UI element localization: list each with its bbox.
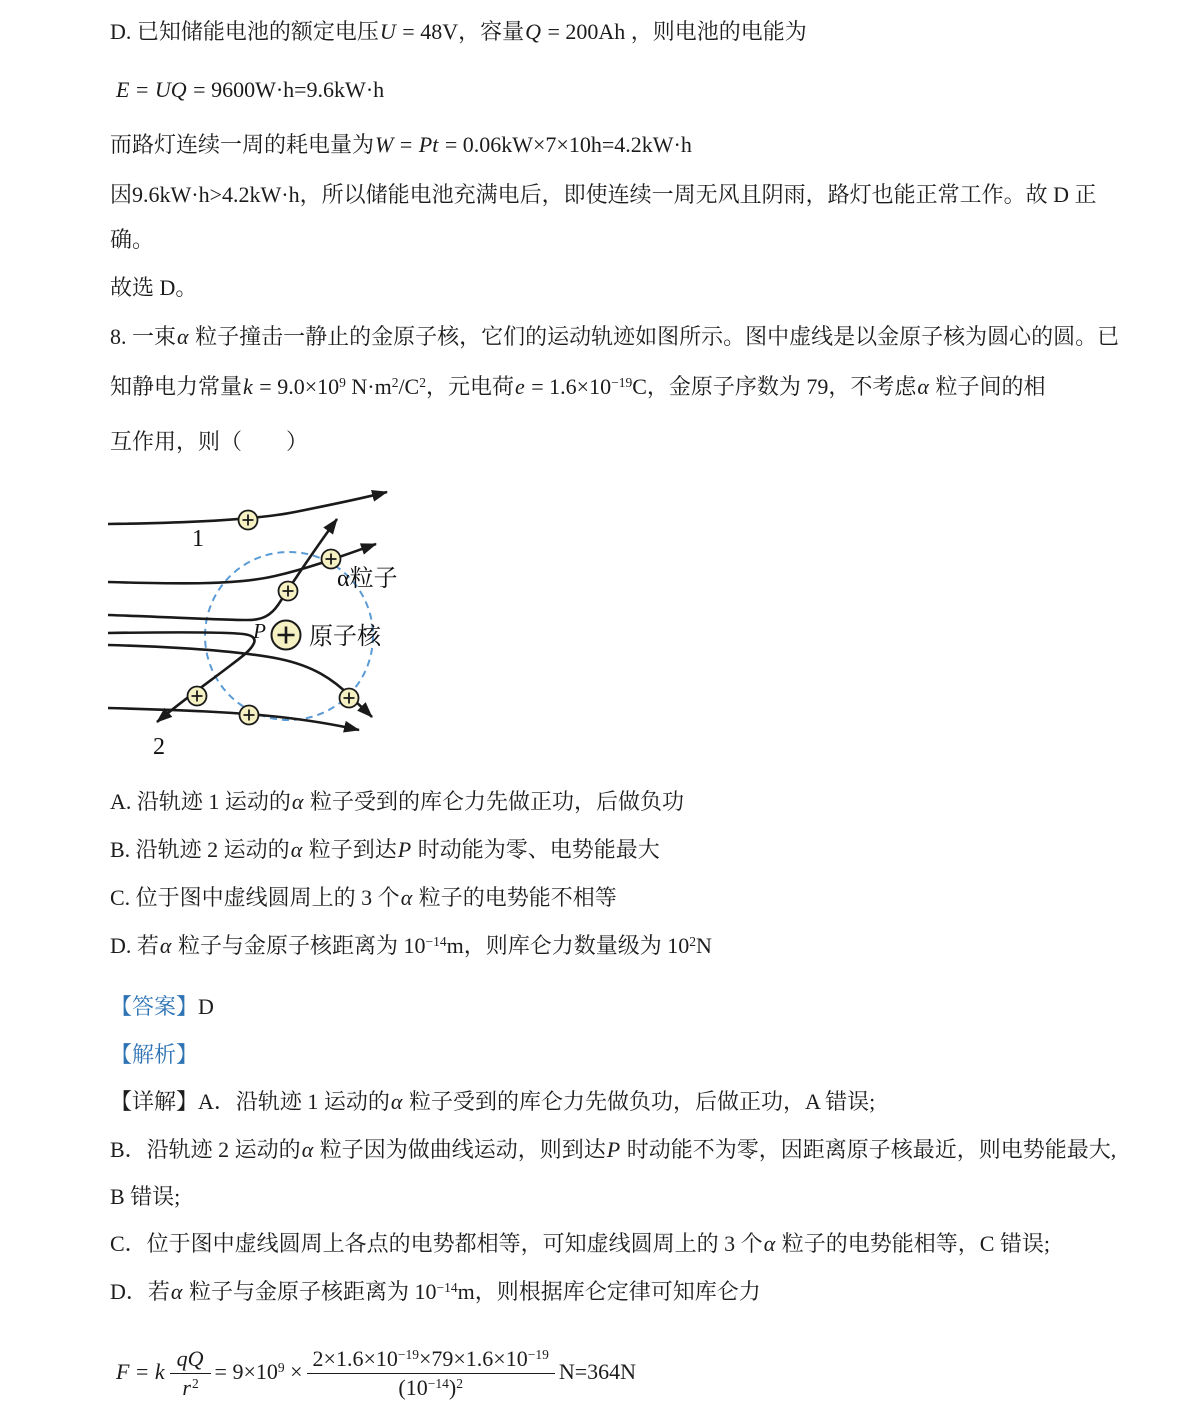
- text-segment: α: [400, 885, 413, 910]
- text-segment: ×: [284, 1358, 303, 1384]
- detail-d: [110, 1278, 761, 1307]
- text-segment: ，元电荷: [425, 374, 514, 399]
- text-segment: F: [116, 1358, 130, 1384]
- formula-f: [115, 1345, 636, 1403]
- text-segment: −19: [611, 375, 633, 390]
- fraction: [170, 1345, 211, 1403]
- text-segment: =: [130, 77, 154, 102]
- text-segment: B. 沿轨迹 2 运动的: [110, 837, 290, 862]
- text-segment: 知静电力常量: [110, 374, 243, 399]
- text-segment: α: [390, 1089, 403, 1114]
- text-segment: 粒子受到的库仑力先做正功，后做负功: [304, 789, 684, 814]
- text-segment: C，金原子序数为 79，不考虑: [632, 374, 917, 399]
- text-segment: P: [397, 837, 412, 862]
- text-segment: U: [379, 19, 396, 44]
- text-segment: 9: [277, 1359, 285, 1375]
- text-segment: Q: [525, 19, 541, 44]
- text-segment: α: [290, 837, 303, 862]
- text-segment: 2: [456, 1376, 463, 1392]
- alpha-particle-marker: [239, 511, 258, 530]
- ans-d-choice: [110, 274, 197, 303]
- text-segment: α: [763, 1231, 776, 1256]
- text-segment: −19: [397, 1347, 419, 1362]
- text-segment: 2: [419, 375, 426, 390]
- text-segment: D．若: [110, 1279, 170, 1304]
- text-segment: m，则库仑力数量级为 10: [446, 933, 690, 958]
- text-segment: α: [917, 374, 929, 399]
- trajectory-1-label: 1: [192, 526, 204, 552]
- text-segment: 粒子间的相: [929, 374, 1046, 399]
- text-segment: = 9600W·h=9.6kW·h: [187, 77, 385, 102]
- text-segment: 而路灯连续一周的耗电量为: [110, 132, 375, 157]
- trajectory-2-label: 2: [153, 734, 165, 760]
- ans-d-line4: [110, 226, 154, 255]
- text-segment: B．沿轨迹 2 运动的: [110, 1137, 301, 1162]
- formula-e: [115, 76, 384, 105]
- nucleus-symbol: [272, 621, 301, 650]
- text-segment: α: [291, 789, 304, 814]
- text-segment: 粒子受到的库仑力先做负功，后做正功，A 错误;: [403, 1089, 876, 1114]
- text-segment: −14: [436, 1280, 458, 1295]
- option-b: [110, 836, 660, 865]
- text-segment: =: [394, 132, 418, 157]
- text-segment: P: [606, 1137, 621, 1162]
- text-segment: 确。: [110, 227, 155, 252]
- text-segment: = 9×10: [214, 1358, 278, 1384]
- text-segment: Pt: [418, 132, 439, 157]
- text-segment: /C: [398, 374, 420, 399]
- ans-d-line1: [110, 18, 807, 47]
- text-segment: −14: [427, 1376, 449, 1392]
- text-segment: C．位于图中虚线圆周上各点的电势都相等，可知虚线圆周上的 3 个: [110, 1231, 763, 1256]
- text-segment: ): [448, 1375, 457, 1401]
- jiexi-line: [110, 1041, 198, 1070]
- text-segment: −14: [425, 934, 447, 949]
- answer-line: [110, 993, 214, 1022]
- text-segment: 粒子撞击一静止的金原子核，它们的运动轨迹如图所示。图中虚线是以金原子核为圆心的圆。已: [189, 324, 1120, 349]
- trajectory-lower-mid-path: [108, 645, 372, 717]
- text-segment: N=364N: [558, 1358, 637, 1384]
- text-segment: 【答案】: [110, 994, 199, 1019]
- text-segment: 粒子到达: [303, 837, 397, 862]
- nucleus-label: 原子核: [309, 624, 381, 650]
- text-segment: C. 位于图中虚线圆周上的 3 个: [110, 885, 400, 910]
- alpha-particle-markers: [188, 511, 359, 725]
- text-segment: 粒子的电势能不相等: [413, 885, 617, 910]
- q8-line1: [110, 323, 1119, 352]
- alpha-particle-marker: [240, 706, 259, 725]
- text-segment: e: [515, 374, 525, 399]
- text-segment: = 9.0×10: [253, 374, 340, 399]
- text-segment: UQ: [154, 77, 187, 102]
- text-segment: N·m: [345, 374, 392, 399]
- detail-b2: [110, 1183, 180, 1212]
- text-segment: 粒子与金原子核距离为 10: [172, 933, 426, 958]
- text-segment: k: [154, 1358, 165, 1384]
- text-segment: 2: [689, 934, 696, 949]
- text-segment: α: [301, 1137, 314, 1162]
- option-d: [110, 932, 712, 961]
- text-segment: D. 已知储能电池的额定电压: [110, 19, 379, 44]
- text-segment: =: [130, 1358, 154, 1384]
- text-segment: = 1.6×10: [525, 374, 612, 399]
- trajectory-steep-path: [108, 519, 337, 620]
- text-segment: = 0.06kW×7×10h=4.2kW·h: [439, 132, 692, 157]
- text-segment: 因9.6kW·h>4.2kW·h，所以储能电池充满电后，即使连续一周无风且阴雨，路灯也能正常工作。故 D 正: [110, 182, 1097, 207]
- text-segment: 粒子与金原子核距离为 10: [183, 1279, 437, 1304]
- ans-d-line2: [110, 131, 692, 160]
- text-segment: 时动能为零、电势能最大: [412, 837, 660, 862]
- text-segment: α: [170, 1279, 183, 1304]
- text-segment: 2: [191, 1376, 199, 1392]
- text-segment: α: [177, 324, 189, 349]
- text-segment: k: [243, 374, 253, 399]
- text-segment: 9: [339, 375, 346, 390]
- text-segment: α: [159, 933, 172, 958]
- text-segment: = 48V，容量: [396, 19, 525, 44]
- text-segment: 互作用，则（ ）: [110, 429, 309, 454]
- text-segment: 8. 一束: [110, 324, 177, 349]
- alpha-particle-marker: [279, 582, 298, 601]
- text-segment: D: [198, 994, 214, 1019]
- text-segment: m，则根据库仑定律可知库仑力: [457, 1279, 761, 1304]
- text-segment: ×79×1.6×10: [418, 1346, 528, 1371]
- text-segment: = 200Ah ，则电池的电能为: [541, 19, 807, 44]
- text-segment: W: [375, 132, 394, 157]
- text-segment: E: [116, 77, 130, 102]
- p-point-label: P: [253, 619, 266, 643]
- text-segment: 2: [391, 375, 399, 390]
- text-segment: 2×1.6×10: [312, 1346, 398, 1371]
- text-segment: 故选 D。: [110, 275, 198, 300]
- text-segment: (10: [398, 1375, 428, 1401]
- option-a: [110, 788, 684, 817]
- text-segment: D. 若: [110, 933, 159, 958]
- text-segment: 粒子的电势能相等，C 错误;: [776, 1231, 1051, 1256]
- alpha-particle-label: α粒子: [337, 566, 398, 592]
- text-segment: 粒子因为做曲线运动，则到达: [314, 1137, 606, 1162]
- option-c: [110, 884, 617, 913]
- q8-line2: [110, 373, 1045, 402]
- text-segment: 时动能不为零，因距离原子核最近，则电势能最大,: [621, 1137, 1117, 1162]
- ans-d-line3: [110, 181, 1096, 210]
- text-segment: A. 沿轨迹 1 运动的: [110, 789, 291, 814]
- figure-svg: [85, 478, 485, 778]
- trajectory-bottom-path: [108, 708, 359, 730]
- text-segment: qQ: [176, 1346, 204, 1371]
- text-segment: −19: [527, 1347, 549, 1362]
- text-segment: N: [695, 933, 712, 958]
- text-segment: B 错误;: [110, 1184, 181, 1209]
- alpha-particle-marker: [188, 687, 207, 706]
- text-segment: 【解析】: [110, 1042, 199, 1067]
- detail-a: [110, 1088, 875, 1117]
- q8-line3: [110, 428, 308, 457]
- fraction: [307, 1345, 555, 1403]
- text-segment: 【详解】A．沿轨迹 1 运动的: [110, 1089, 390, 1114]
- detail-b1: [110, 1136, 1116, 1165]
- text-segment: r: [182, 1375, 191, 1401]
- detail-c: [110, 1230, 1050, 1259]
- alpha-scattering-figure: [85, 478, 485, 778]
- alpha-particle-marker: [340, 689, 359, 708]
